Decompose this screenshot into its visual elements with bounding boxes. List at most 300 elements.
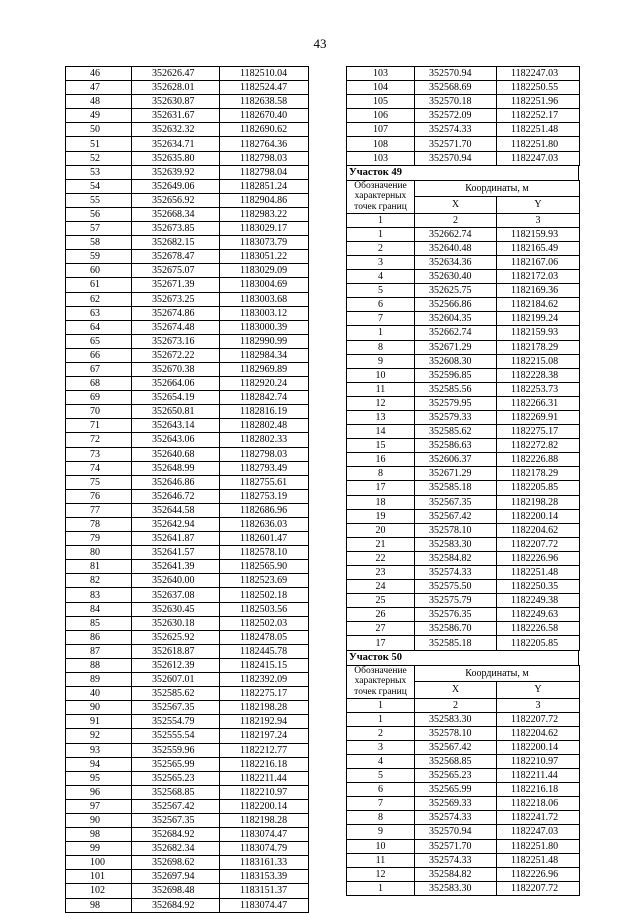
y-coordinate-cell: 1182524.47 bbox=[220, 81, 309, 95]
table-row bbox=[347, 712, 580, 726]
column-number-row bbox=[347, 213, 580, 227]
x-coordinate-cell: 352662.74 bbox=[415, 227, 497, 241]
x-coordinate-cell: 352578.10 bbox=[415, 726, 497, 740]
table-row bbox=[347, 783, 580, 797]
section-49-table bbox=[346, 180, 580, 651]
y-coordinate-cell: 1183029.17 bbox=[220, 222, 309, 236]
table-row bbox=[66, 757, 309, 771]
y-coordinate-cell: 1182198.28 bbox=[220, 701, 309, 715]
point-number-cell: 24 bbox=[347, 580, 415, 594]
x-coordinate-cell: 352673.16 bbox=[132, 334, 220, 348]
x-coordinate-cell: 352585.62 bbox=[132, 687, 220, 701]
y-coordinate-cell: 1182249.38 bbox=[497, 594, 580, 608]
table-row bbox=[347, 811, 580, 825]
point-number-cell: 80 bbox=[66, 546, 132, 560]
point-number-cell: 83 bbox=[66, 588, 132, 602]
x-coordinate-cell: 352643.14 bbox=[132, 419, 220, 433]
x-coordinate-cell: 352586.70 bbox=[415, 622, 497, 636]
point-number-cell: 100 bbox=[66, 856, 132, 870]
x-coordinate-cell: 352608.30 bbox=[415, 354, 497, 368]
y-coordinate-cell: 1182503.56 bbox=[220, 602, 309, 616]
table-row bbox=[347, 509, 580, 523]
point-number-cell: 69 bbox=[66, 391, 132, 405]
y-coordinate-cell: 1182250.55 bbox=[497, 81, 580, 95]
point-number-cell: 20 bbox=[347, 523, 415, 537]
point-number-cell: 19 bbox=[347, 509, 415, 523]
point-number-cell: 99 bbox=[66, 842, 132, 856]
point-number-cell: 92 bbox=[66, 729, 132, 743]
table-row bbox=[66, 222, 309, 236]
y-coordinate-cell: 1182793.49 bbox=[220, 461, 309, 475]
y-header: Y bbox=[497, 197, 580, 214]
x-coordinate-cell: 352697.94 bbox=[132, 870, 220, 884]
x-coordinate-cell: 352630.45 bbox=[132, 602, 220, 616]
table-row bbox=[347, 340, 580, 354]
point-number-cell: 77 bbox=[66, 503, 132, 517]
point-number-cell: 57 bbox=[66, 222, 132, 236]
x-coordinate-cell: 352630.18 bbox=[132, 616, 220, 630]
x-coordinate-cell: 352668.34 bbox=[132, 207, 220, 221]
table-row bbox=[66, 870, 309, 884]
coordinates-table-continued bbox=[346, 66, 580, 166]
table-row bbox=[66, 137, 309, 151]
x-coordinate-cell: 352583.30 bbox=[415, 537, 497, 551]
point-number-cell: 10 bbox=[347, 368, 415, 382]
x-coordinate-cell: 352566.86 bbox=[415, 298, 497, 312]
point-number-cell: 27 bbox=[347, 622, 415, 636]
y-coordinate-cell: 1182200.14 bbox=[220, 799, 309, 813]
page-number: 43 bbox=[313, 36, 327, 51]
table-row bbox=[66, 123, 309, 137]
y-coordinate-cell: 1183074.47 bbox=[220, 898, 309, 912]
table-row bbox=[66, 207, 309, 221]
point-number-cell: 3 bbox=[347, 740, 415, 754]
point-number-cell: 76 bbox=[66, 489, 132, 503]
table-row bbox=[66, 701, 309, 715]
point-number-cell: 2 bbox=[347, 241, 415, 255]
table-row bbox=[66, 687, 309, 701]
point-number-cell: 62 bbox=[66, 292, 132, 306]
x-coordinate-cell: 352649.06 bbox=[132, 179, 220, 193]
column-number: 2 bbox=[415, 213, 497, 227]
x-coordinate-cell: 352567.42 bbox=[132, 799, 220, 813]
table-row bbox=[347, 425, 580, 439]
point-number-cell: 18 bbox=[347, 495, 415, 509]
table-row bbox=[347, 636, 580, 650]
table-row bbox=[66, 658, 309, 672]
point-number-cell: 90 bbox=[66, 701, 132, 715]
y-coordinate-cell: 1183153.39 bbox=[220, 870, 309, 884]
x-coordinate-cell: 352634.71 bbox=[132, 137, 220, 151]
table-row bbox=[347, 481, 580, 495]
y-coordinate-cell: 1182578.10 bbox=[220, 546, 309, 560]
point-number-cell: 50 bbox=[66, 123, 132, 137]
table-row bbox=[66, 306, 309, 320]
y-coordinate-cell: 1182178.29 bbox=[497, 340, 580, 354]
table-row bbox=[66, 574, 309, 588]
point-number-cell: 10 bbox=[347, 839, 415, 853]
y-coordinate-cell: 1182198.28 bbox=[220, 813, 309, 827]
table-row bbox=[347, 453, 580, 467]
y-coordinate-cell: 1182638.58 bbox=[220, 95, 309, 109]
coordinates-table-left bbox=[65, 66, 309, 913]
table-row bbox=[347, 227, 580, 241]
point-number-cell: 84 bbox=[66, 602, 132, 616]
point-number-cell: 103 bbox=[347, 67, 415, 81]
table-row bbox=[347, 67, 580, 81]
table-row bbox=[347, 867, 580, 881]
x-coordinate-cell: 352644.58 bbox=[132, 503, 220, 517]
table-row bbox=[66, 715, 309, 729]
x-coordinate-cell: 352630.87 bbox=[132, 95, 220, 109]
table-row bbox=[66, 165, 309, 179]
x-coordinate-cell: 352650.81 bbox=[132, 405, 220, 419]
point-number-cell: 67 bbox=[66, 362, 132, 376]
x-coordinate-cell: 352626.47 bbox=[132, 67, 220, 81]
y-coordinate-cell: 1182192.94 bbox=[220, 715, 309, 729]
x-coordinate-cell: 352567.42 bbox=[415, 740, 497, 754]
y-coordinate-cell: 1183161.33 bbox=[220, 856, 309, 870]
y-coordinate-cell: 1183151.37 bbox=[220, 884, 309, 898]
x-coordinate-cell: 352641.87 bbox=[132, 532, 220, 546]
table-row bbox=[347, 298, 580, 312]
y-coordinate-cell: 1182502.18 bbox=[220, 588, 309, 602]
x-coordinate-cell: 352641.57 bbox=[132, 546, 220, 560]
x-coordinate-cell: 352642.94 bbox=[132, 518, 220, 532]
y-coordinate-cell: 1182802.33 bbox=[220, 433, 309, 447]
table-row bbox=[66, 264, 309, 278]
y-coordinate-cell: 1182167.06 bbox=[497, 255, 580, 269]
y-coordinate-cell: 1182172.03 bbox=[497, 270, 580, 284]
x-coordinate-cell: 352671.39 bbox=[132, 278, 220, 292]
column-number: 3 bbox=[497, 698, 580, 712]
x-coordinate-cell: 352567.35 bbox=[415, 495, 497, 509]
point-number-cell: 52 bbox=[66, 151, 132, 165]
point-number-cell: 88 bbox=[66, 658, 132, 672]
table-row bbox=[347, 797, 580, 811]
x-coordinate-cell: 352635.80 bbox=[132, 151, 220, 165]
table-row bbox=[347, 95, 580, 109]
table-row bbox=[347, 123, 580, 137]
y-coordinate-cell: 1182798.03 bbox=[220, 447, 309, 461]
y-coordinate-cell: 1182392.09 bbox=[220, 673, 309, 687]
x-coordinate-cell: 352664.06 bbox=[132, 377, 220, 391]
table-row bbox=[66, 799, 309, 813]
point-number-cell: 107 bbox=[347, 123, 415, 137]
table-row bbox=[347, 109, 580, 123]
y-coordinate-cell: 1182686.96 bbox=[220, 503, 309, 517]
table-row bbox=[66, 644, 309, 658]
point-number-cell: 89 bbox=[66, 673, 132, 687]
point-number-cell: 66 bbox=[66, 348, 132, 362]
x-coordinate-cell: 352698.62 bbox=[132, 856, 220, 870]
x-coordinate-cell: 352570.18 bbox=[415, 95, 497, 109]
y-coordinate-cell: 1182169.36 bbox=[497, 284, 580, 298]
table-row bbox=[66, 743, 309, 757]
x-coordinate-cell: 352567.35 bbox=[132, 813, 220, 827]
point-number-cell: 64 bbox=[66, 320, 132, 334]
point-number-cell: 74 bbox=[66, 461, 132, 475]
x-coordinate-cell: 352607.01 bbox=[132, 673, 220, 687]
table-row bbox=[66, 377, 309, 391]
point-number-cell: 3 bbox=[347, 255, 415, 269]
table-row bbox=[66, 320, 309, 334]
table-row bbox=[347, 284, 580, 298]
x-coordinate-cell: 352604.35 bbox=[415, 312, 497, 326]
table-row bbox=[347, 382, 580, 396]
y-coordinate-cell: 1182216.18 bbox=[220, 757, 309, 771]
point-number-cell: 9 bbox=[347, 354, 415, 368]
x-header: X bbox=[415, 682, 497, 699]
point-number-cell: 87 bbox=[66, 644, 132, 658]
y-coordinate-cell: 1182252.17 bbox=[497, 109, 580, 123]
x-coordinate-cell: 352682.34 bbox=[132, 842, 220, 856]
point-number-cell: 95 bbox=[66, 771, 132, 785]
point-number-cell: 106 bbox=[347, 109, 415, 123]
point-number-cell: 54 bbox=[66, 179, 132, 193]
section-50-table bbox=[346, 665, 580, 896]
x-coordinate-cell: 352628.01 bbox=[132, 81, 220, 95]
y-coordinate-cell: 1182241.72 bbox=[497, 811, 580, 825]
x-coordinate-cell: 352596.85 bbox=[415, 368, 497, 382]
table-row bbox=[347, 839, 580, 853]
point-number-cell: 47 bbox=[66, 81, 132, 95]
y-coordinate-cell: 1182247.03 bbox=[497, 825, 580, 839]
y-coordinate-cell: 1182565.90 bbox=[220, 560, 309, 574]
y-coordinate-cell: 1182207.72 bbox=[497, 881, 580, 895]
table-row bbox=[347, 396, 580, 410]
y-coordinate-cell: 1182184.62 bbox=[497, 298, 580, 312]
y-coordinate-cell: 1182210.97 bbox=[220, 785, 309, 799]
section-49-title: Участок 49 bbox=[346, 166, 579, 180]
y-coordinate-cell: 1182510.04 bbox=[220, 67, 309, 81]
table-row bbox=[66, 278, 309, 292]
x-coordinate-cell: 352674.86 bbox=[132, 306, 220, 320]
point-number-cell: 16 bbox=[347, 453, 415, 467]
x-coordinate-cell: 352682.15 bbox=[132, 236, 220, 250]
table-row bbox=[66, 630, 309, 644]
point-number-cell: 56 bbox=[66, 207, 132, 221]
y-coordinate-cell: 1183003.12 bbox=[220, 306, 309, 320]
x-coordinate-cell: 352671.29 bbox=[415, 467, 497, 481]
y-coordinate-cell: 1182200.14 bbox=[497, 740, 580, 754]
y-header: Y bbox=[497, 682, 580, 699]
table-row bbox=[347, 368, 580, 382]
coords-header: Координаты, м bbox=[415, 180, 580, 197]
point-number-cell: 103 bbox=[347, 151, 415, 165]
point-number-cell: 5 bbox=[347, 284, 415, 298]
table-row bbox=[66, 602, 309, 616]
y-coordinate-cell: 1182764.36 bbox=[220, 137, 309, 151]
x-coordinate-cell: 352625.75 bbox=[415, 284, 497, 298]
table-row bbox=[347, 608, 580, 622]
x-coordinate-cell: 352571.70 bbox=[415, 137, 497, 151]
point-number-cell: 4 bbox=[347, 270, 415, 284]
point-number-cell: 70 bbox=[66, 405, 132, 419]
x-coordinate-cell: 352570.94 bbox=[415, 67, 497, 81]
point-number-cell: 46 bbox=[66, 67, 132, 81]
point-number-cell: 58 bbox=[66, 236, 132, 250]
y-coordinate-cell: 1182272.82 bbox=[497, 439, 580, 453]
y-coordinate-cell: 1182226.58 bbox=[497, 622, 580, 636]
point-number-cell: 7 bbox=[347, 797, 415, 811]
y-coordinate-cell: 1182159.93 bbox=[497, 326, 580, 340]
x-coordinate-cell: 352673.85 bbox=[132, 222, 220, 236]
x-coordinate-cell: 352674.48 bbox=[132, 320, 220, 334]
point-number-cell: 97 bbox=[66, 799, 132, 813]
x-coordinate-cell: 352568.85 bbox=[132, 785, 220, 799]
point-number-cell: 86 bbox=[66, 630, 132, 644]
y-coordinate-cell: 1182207.72 bbox=[497, 712, 580, 726]
point-number-cell: 15 bbox=[347, 439, 415, 453]
point-number-cell: 12 bbox=[347, 396, 415, 410]
y-coordinate-cell: 1182211.44 bbox=[220, 771, 309, 785]
table-row bbox=[66, 362, 309, 376]
x-coordinate-cell: 352584.82 bbox=[415, 867, 497, 881]
y-coordinate-cell: 1182251.80 bbox=[497, 839, 580, 853]
point-number-cell: 5 bbox=[347, 769, 415, 783]
x-coordinate-cell: 352565.23 bbox=[132, 771, 220, 785]
x-coordinate-cell: 352570.94 bbox=[415, 825, 497, 839]
table-row bbox=[347, 566, 580, 580]
point-number-cell: 1 bbox=[347, 881, 415, 895]
point-number-cell: 81 bbox=[66, 560, 132, 574]
x-coordinate-cell: 352579.33 bbox=[415, 410, 497, 424]
column-number: 3 bbox=[497, 213, 580, 227]
y-coordinate-cell: 1182969.89 bbox=[220, 362, 309, 376]
point-number-cell: 22 bbox=[347, 551, 415, 565]
table-row bbox=[66, 151, 309, 165]
table-row bbox=[66, 616, 309, 630]
y-coordinate-cell: 1182753.19 bbox=[220, 489, 309, 503]
column-number-row bbox=[347, 698, 580, 712]
y-coordinate-cell: 1182250.35 bbox=[497, 580, 580, 594]
table-header-row bbox=[347, 180, 580, 197]
x-coordinate-cell: 352555.54 bbox=[132, 729, 220, 743]
y-coordinate-cell: 1182212.77 bbox=[220, 743, 309, 757]
table-row bbox=[66, 785, 309, 799]
table-row bbox=[347, 726, 580, 740]
point-number-cell: 105 bbox=[347, 95, 415, 109]
table-row bbox=[347, 622, 580, 636]
x-coordinate-cell: 352585.56 bbox=[415, 382, 497, 396]
x-coordinate-cell: 352648.99 bbox=[132, 461, 220, 475]
table-row bbox=[347, 740, 580, 754]
table-row bbox=[347, 81, 580, 95]
table-row bbox=[66, 95, 309, 109]
x-coordinate-cell: 352569.33 bbox=[415, 797, 497, 811]
table-row bbox=[347, 594, 580, 608]
point-number-cell: 11 bbox=[347, 382, 415, 396]
table-row bbox=[66, 856, 309, 870]
x-coordinate-cell: 352618.87 bbox=[132, 644, 220, 658]
table-row bbox=[347, 467, 580, 481]
x-coordinate-cell: 352656.92 bbox=[132, 193, 220, 207]
point-number-cell: 23 bbox=[347, 566, 415, 580]
point-number-cell: 8 bbox=[347, 340, 415, 354]
column-number: 1 bbox=[347, 698, 415, 712]
table-row bbox=[66, 67, 309, 81]
point-number-cell: 7 bbox=[347, 312, 415, 326]
table-row bbox=[66, 898, 309, 912]
table-row bbox=[347, 537, 580, 551]
point-number-cell: 1 bbox=[347, 712, 415, 726]
x-coordinate-cell: 352634.36 bbox=[415, 255, 497, 269]
table-row bbox=[66, 518, 309, 532]
point-number-cell: 72 bbox=[66, 433, 132, 447]
y-coordinate-cell: 1182798.03 bbox=[220, 151, 309, 165]
point-number-cell: 53 bbox=[66, 165, 132, 179]
y-coordinate-cell: 1182266.31 bbox=[497, 396, 580, 410]
x-coordinate-cell: 352631.67 bbox=[132, 109, 220, 123]
table-row bbox=[66, 588, 309, 602]
x-coordinate-cell: 352640.48 bbox=[415, 241, 497, 255]
x-coordinate-cell: 352646.86 bbox=[132, 475, 220, 489]
y-coordinate-cell: 1182275.17 bbox=[497, 425, 580, 439]
y-coordinate-cell: 1182502.03 bbox=[220, 616, 309, 630]
y-coordinate-cell: 1182275.17 bbox=[220, 687, 309, 701]
point-number-cell: 17 bbox=[347, 636, 415, 650]
point-number-cell: 8 bbox=[347, 467, 415, 481]
y-coordinate-cell: 1182983.22 bbox=[220, 207, 309, 221]
table-row bbox=[347, 769, 580, 783]
table-row bbox=[347, 881, 580, 895]
y-coordinate-cell: 1182802.48 bbox=[220, 419, 309, 433]
table-row bbox=[347, 410, 580, 424]
y-coordinate-cell: 1182670.40 bbox=[220, 109, 309, 123]
table-row bbox=[66, 461, 309, 475]
coordinates-column-right bbox=[346, 66, 579, 896]
table-row bbox=[347, 754, 580, 768]
y-coordinate-cell: 1182165.49 bbox=[497, 241, 580, 255]
point-number-cell: 21 bbox=[347, 537, 415, 551]
point-number-cell: 1 bbox=[347, 326, 415, 340]
y-coordinate-cell: 1182247.03 bbox=[497, 151, 580, 165]
point-number-cell: 60 bbox=[66, 264, 132, 278]
point-number-cell: 11 bbox=[347, 853, 415, 867]
table-row bbox=[347, 354, 580, 368]
point-number-cell: 65 bbox=[66, 334, 132, 348]
x-coordinate-cell: 352567.42 bbox=[415, 509, 497, 523]
x-coordinate-cell: 352640.68 bbox=[132, 447, 220, 461]
y-coordinate-cell: 1182226.96 bbox=[497, 867, 580, 881]
x-coordinate-cell: 352654.19 bbox=[132, 391, 220, 405]
y-coordinate-cell: 1182159.93 bbox=[497, 227, 580, 241]
x-coordinate-cell: 352554.79 bbox=[132, 715, 220, 729]
y-coordinate-cell: 1182269.91 bbox=[497, 410, 580, 424]
y-coordinate-cell: 1182247.03 bbox=[497, 67, 580, 81]
x-coordinate-cell: 352662.74 bbox=[415, 326, 497, 340]
y-coordinate-cell: 1183074.47 bbox=[220, 828, 309, 842]
x-coordinate-cell: 352671.29 bbox=[415, 340, 497, 354]
table-row bbox=[66, 292, 309, 306]
point-number-cell: 108 bbox=[347, 137, 415, 151]
point-number-cell: 59 bbox=[66, 250, 132, 264]
table-row bbox=[347, 255, 580, 269]
point-number-cell: 79 bbox=[66, 532, 132, 546]
table-row bbox=[66, 179, 309, 193]
x-coordinate-cell: 352637.08 bbox=[132, 588, 220, 602]
x-coordinate-cell: 352684.92 bbox=[132, 898, 220, 912]
x-header: X bbox=[415, 197, 497, 214]
x-coordinate-cell: 352625.92 bbox=[132, 630, 220, 644]
x-coordinate-cell: 352575.79 bbox=[415, 594, 497, 608]
table-row bbox=[347, 312, 580, 326]
point-number-cell: 51 bbox=[66, 137, 132, 151]
point-number-cell: 61 bbox=[66, 278, 132, 292]
point-number-cell: 13 bbox=[347, 410, 415, 424]
table-row bbox=[66, 813, 309, 827]
